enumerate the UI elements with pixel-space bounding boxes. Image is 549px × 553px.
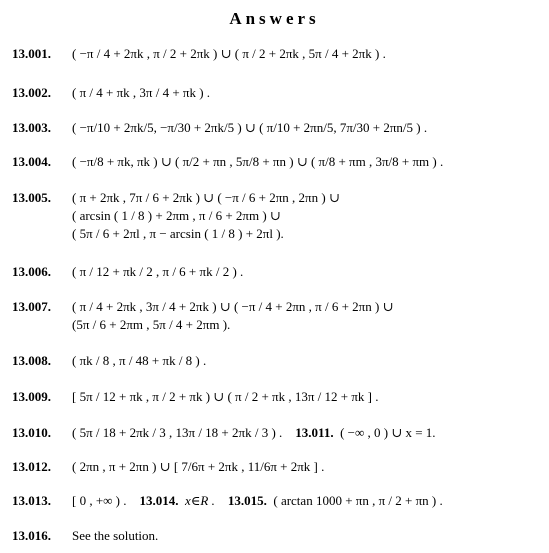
answer-line: ( π / 4 + 2πk , 3π / 4 + 2πk ) ∪ ( −π / 4 + 2πn , π / 6 + 2πn ) ∪ — [72, 299, 394, 314]
answer-number: 13.016. — [12, 528, 51, 543]
answer-number: 13.007. — [12, 299, 51, 314]
answer-line: (5π / 6 + 2πm , 5π / 4 + 2πm ). — [72, 317, 231, 332]
answer-number: 13.012. — [12, 459, 51, 474]
answer-13-013 — [12, 492, 545, 510]
answer-line: ( 5π / 6 + 2πl , π − arcsin ( 1 / 8 ) + 2πl ). — [72, 226, 284, 241]
answer-13-006 — [12, 263, 545, 281]
answer-line: ( −π / 4 + 2πk , π / 2 + 2πk ) ∪ ( π / 2 + 2πk , 5π / 4 + 2πk ) . — [72, 46, 386, 61]
answer-line: ( π / 12 + πk / 2 , π / 6 + πk / 2 ) . — [72, 264, 244, 279]
answer-line: ( −∞ , 0 ) ∪ x = 1. — [340, 425, 436, 440]
answer-13-007 — [12, 298, 545, 334]
answer-13-004 — [12, 153, 545, 171]
answer-number: 13.006. — [12, 264, 51, 279]
answer-line: ( arcsin ( 1 / 8 ) + 2πm , π / 6 + 2πm ) ∪ — [72, 208, 281, 223]
answer-13-016 — [12, 527, 545, 545]
answer-13-008 — [12, 352, 545, 370]
answer-number: 13.009. — [12, 389, 51, 404]
answer-number: 13.014. — [139, 493, 179, 508]
answer-13-012 — [12, 458, 545, 476]
answer-number: 13.004. — [12, 154, 51, 169]
answer-line: ( π + 2πk , 7π / 6 + 2πk ) ∪ ( −π / 6 + 2πn , 2πn ) ∪ — [72, 190, 340, 205]
answer-13-001 — [12, 45, 545, 63]
answer-number: 13.015. — [227, 493, 267, 508]
answer-line: ( π / 4 + πk , 3π / 4 + πk ) . — [72, 85, 211, 100]
answer-13-003 — [12, 119, 545, 137]
answer-line: See the solution. — [72, 528, 159, 543]
answer-number: 13.011. — [295, 425, 334, 440]
answer-line: ( 2πn , π + 2πn ) ∪ [ 7/6π + 2πk , 11/6π + 2πk ] . — [72, 459, 325, 474]
answer-line: x∈R . — [185, 493, 215, 508]
answer-13-002 — [12, 84, 545, 102]
answer-13-005 — [12, 189, 545, 243]
answer-line: [ 5π / 12 + πk , π / 2 + πk ) ∪ ( π / 2 + πk , 13π / 12 + πk ] . — [72, 389, 379, 404]
answer-13-009 — [12, 388, 545, 406]
answer-number: 13.003. — [12, 120, 51, 135]
answer-line: ( 5π / 18 + 2πk / 3 , 13π / 18 + 2πk / 3 ) . — [72, 425, 283, 440]
answer-number: 13.010. — [12, 425, 51, 440]
answer-13-010 — [12, 424, 545, 442]
answer-number: 13.013. — [12, 493, 51, 508]
answer-number: 13.008. — [12, 353, 51, 368]
answer-line: ( −π/10 + 2πk/5, −π/30 + 2πk/5 ) ∪ ( π/10 + 2πn/5, 7π/30 + 2πn/5 ) . — [72, 120, 428, 135]
answer-number: 13.002. — [12, 85, 51, 100]
answer-line: [ 0 , +∞ ) . — [72, 493, 127, 508]
page-title: Answers — [229, 9, 320, 28]
answer-line: ( −π/8 + πk, πk ) ∪ ( π/2 + πn , 5π/8 + πn ) ∪ ( π/8 + πm , 3π/8 + πm ) . — [72, 154, 444, 169]
answer-number: 13.001. — [12, 46, 51, 61]
answer-number: 13.005. — [12, 190, 51, 205]
answer-line: ( πk / 8 , π / 48 + πk / 8 ) . — [72, 353, 207, 368]
answer-line: ( arctan 1000 + πn , π / 2 + πn ) . — [273, 493, 443, 508]
